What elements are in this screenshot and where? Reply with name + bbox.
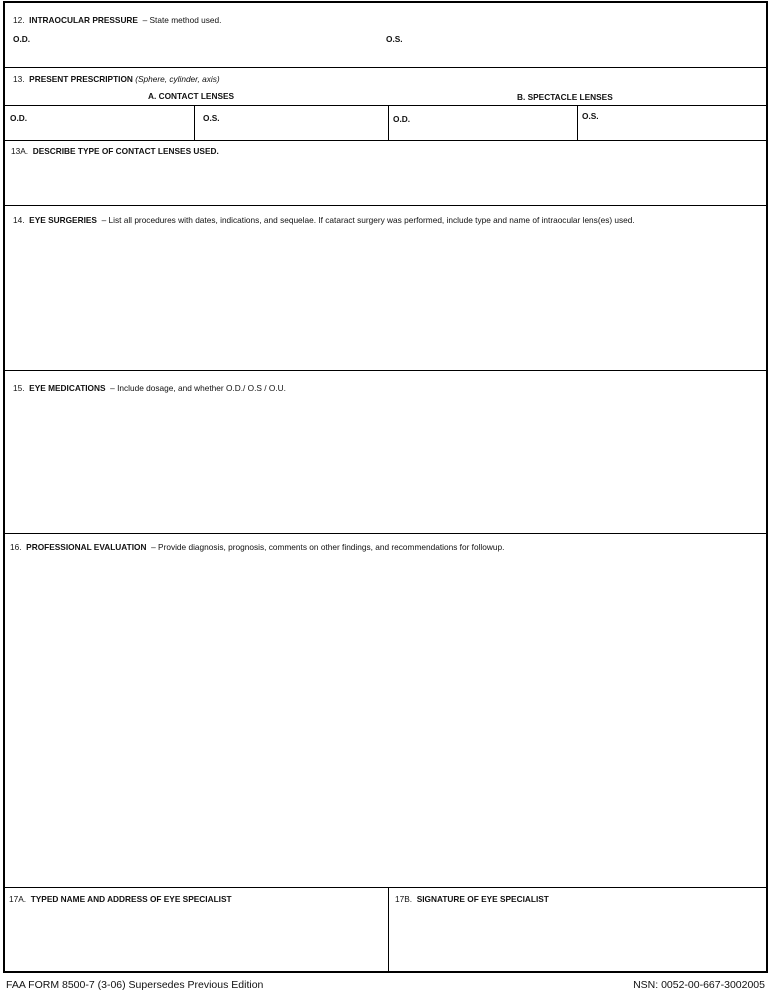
section-17b-number: 17B. [395,894,413,904]
section-12-title: INTRAOCULAR PRESSURE [29,15,138,25]
section-17a-title: TYPED NAME AND ADDRESS OF EYE SPECIALIST [30,894,232,904]
spectacle-os-label: O.S. [582,111,599,121]
section-16-number: 16. [10,542,22,552]
section-14-title: EYE SURGERIES [29,215,97,225]
section-12-intraocular-pressure [5,3,766,68]
section-13-number: 13. [13,74,25,84]
section-13-heading [13,74,220,84]
section-12-number: 12. [13,15,25,25]
iop-os-field[interactable] [415,31,755,61]
section-13a-number: 13A. [11,146,29,156]
section-17a-heading [9,894,232,904]
section-14-number: 14. [13,215,25,225]
iop-os-label: O.S. [386,34,403,44]
contact-os-field[interactable] [195,106,388,141]
contact-od-label: O.D. [10,113,28,123]
section-16-heading [10,542,504,552]
section-12-heading [13,15,221,25]
section-13-description: (Sphere, cylinder, axis) [135,74,220,84]
section-15-heading [13,383,286,393]
section-13-title: PRESENT PRESCRIPTION [29,74,133,84]
section-17-eye-specialist [5,888,766,973]
eye-evaluation-form [3,1,768,973]
form-edition-footer: FAA FORM 8500-7 (3-06) Supersedes Previous Edition [6,979,264,991]
section-14-heading [13,215,635,225]
contact-od-field[interactable] [5,106,194,141]
contact-lenses-header: A. CONTACT LENSES [148,91,235,101]
section-14-description: – List all procedures with dates, indications, and sequelae. If cataract surgery was performed, include type and name of intraocular lens(es) used. [101,215,635,225]
section-13-present-prescription [5,68,766,141]
section-13a-contact-lens-type[interactable] [5,141,766,206]
section-13a-title: DESCRIBE TYPE OF CONTACT LENSES USED. [32,146,219,156]
spectacle-od-label: O.D. [393,114,411,124]
section-17b-heading [395,894,549,904]
spectacle-os-field[interactable] [578,106,766,141]
section-12-description: – State method used. [142,15,222,25]
section-16-title: PROFESSIONAL EVALUATION [26,542,147,552]
contact-os-label: O.S. [203,113,220,123]
eye-specialist-signature-field[interactable] [389,888,766,973]
section-14-eye-surgeries[interactable] [5,206,766,371]
section-16-professional-evaluation[interactable] [5,534,766,888]
spectacle-od-field[interactable] [389,106,577,141]
eye-specialist-name-address-field[interactable] [5,888,388,973]
section-15-number: 15. [13,383,25,393]
spectacle-lenses-header: B. SPECTACLE LENSES [517,92,613,102]
section-13a-heading [11,146,219,156]
section-16-description: – Provide diagnosis, prognosis, comments on other findings, and recommendations for followup. [151,542,505,552]
section-15-description: – Include dosage, and whether O.D./ O.S / O.U. [110,383,286,393]
section-17b-title: SIGNATURE OF EYE SPECIALIST [416,894,549,904]
nsn-footer: NSN: 0052-00-667-3002005 [633,979,765,991]
section-15-title: EYE MEDICATIONS [29,383,106,393]
section-15-eye-medications[interactable] [5,371,766,534]
iop-od-field[interactable] [45,31,375,61]
section-17a-number: 17A. [9,894,27,904]
iop-od-label: O.D. [13,34,31,44]
